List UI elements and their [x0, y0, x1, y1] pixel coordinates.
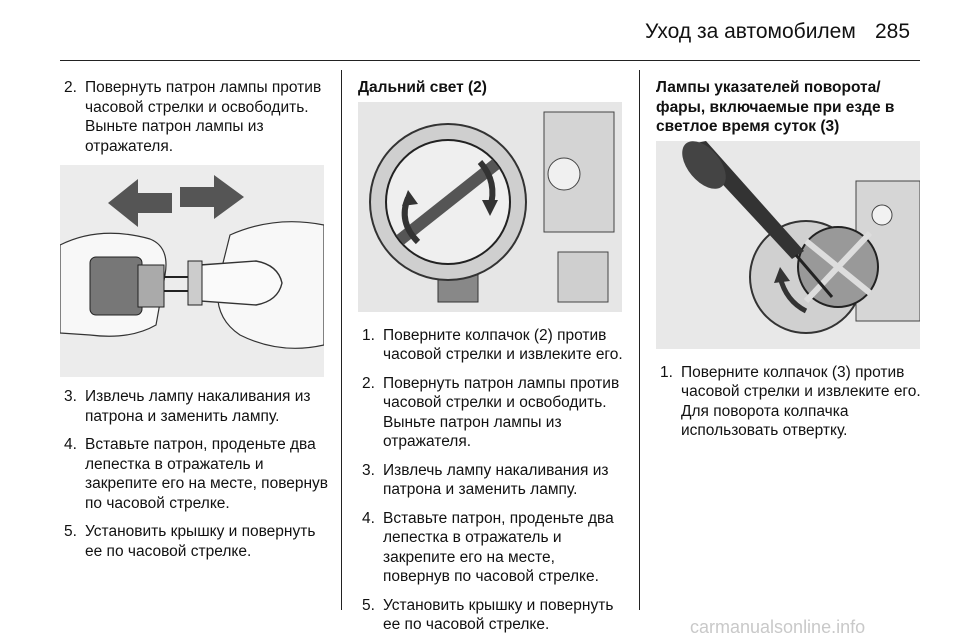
- high-beam-cap-rotate-illustration: [358, 102, 622, 312]
- column-divider-1: [341, 70, 342, 610]
- list-item: 3. Извлечь лампу накаливания из патрона и заменить лампу.: [64, 388, 311, 425]
- list-item: 2. Повернуть патрон лампы против часовой стрелки и освободить. Выньте патрон лампы из отражателя.: [362, 374, 620, 450]
- column-divider-2: [639, 70, 640, 610]
- column-1: [60, 78, 330, 570]
- page-number: 285: [875, 20, 911, 43]
- hands-bulb-removal-illustration: [60, 165, 324, 377]
- column-3: [656, 78, 922, 450]
- list-item: 5. Установить крышку и повернуть ее по часовой стрелке.: [64, 523, 316, 560]
- column-2: [358, 78, 623, 644]
- list-item: 5. Установить крышку и повернуть ее по часовой стрелке.: [362, 596, 614, 633]
- page-header: [0, 0, 960, 62]
- section-heading-turn-signals: Лампы указателей поворота/фары, включаемые при езде в светлое время суток (3): [656, 79, 895, 135]
- list-item: 2. Повернуть патрон лампы против часовой стрелки и освободить. Выньте патрон лампы из отражателя.: [64, 79, 322, 155]
- steps-list: [358, 326, 623, 635]
- list-item: 1. Поверните колпачок (3) против часовой стрелки и извлеките его. Для поворота колпачка использовать отвертку.: [660, 363, 921, 439]
- watermark: carmanualsonline.info: [690, 617, 866, 637]
- page-title: Уход за автомобилем: [645, 20, 856, 43]
- list-item: 3. Извлечь лампу накаливания из патрона и заменить лампу.: [362, 461, 609, 498]
- list-item: 1. Поверните колпачок (2) против часовой стрелки и извлеките его.: [362, 326, 623, 363]
- screwdriver-cap-illustration: [656, 141, 920, 349]
- steps-list-top: [60, 78, 330, 156]
- steps-list-bottom: [60, 387, 330, 561]
- header-divider: [60, 60, 920, 61]
- steps-list: [656, 363, 922, 441]
- list-item: 4. Вставьте патрон, проденьте два лепестка в отражатель и закрепите его на месте, повернув по часовой стрелке.: [64, 436, 329, 512]
- list-item: 4. Вставьте патрон, проденьте два лепестка в отражатель и закрепите его на месте, повернув по часовой стрелке.: [362, 509, 614, 585]
- section-heading-high-beam: Дальний свет (2): [358, 79, 487, 96]
